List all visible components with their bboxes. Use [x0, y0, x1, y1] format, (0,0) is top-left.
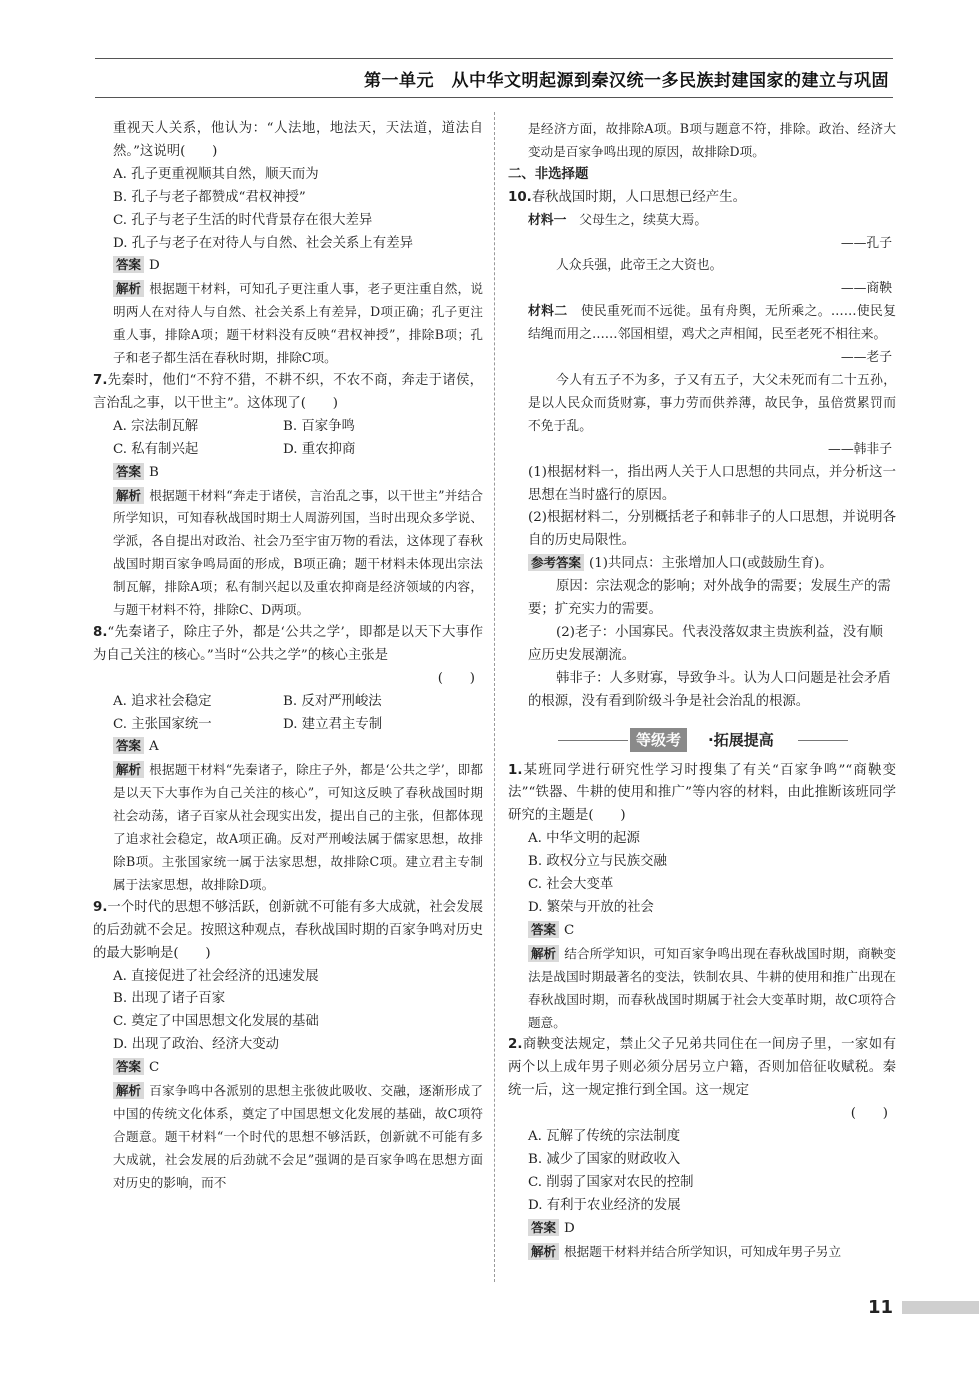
q7-options-row2 [93, 439, 483, 462]
q8-answer-blank: ( ) [437, 670, 475, 686]
q9-analysis: 解析 百家争鸣中各派别的思想主张彼此吸收、交融，逐渐形成了中国的传统文化体系，奠定了中国思想文化发展的基础，故C项符合题意。题干材料“一个时代的思想不够活跃，创新就不可能有多大成就，社会发展的后劲就不会足”强调的是百家争鸣在思想方面对历史的影响，而不 [113, 1083, 483, 1190]
question-10 [508, 187, 896, 714]
page-number: 11 [868, 1297, 894, 1318]
q9-option-b: B. 出现了诸子百家 [113, 991, 226, 1007]
unit-title: 第一单元 从中华文明起源到秦汉统一多民族封建国家的建立与巩固 [364, 71, 889, 91]
q10-stem: 10.春秋战国时期，人口思想已经产生。 [508, 189, 746, 205]
q10-reference-answer-1: 参考答案 (1)共同点：主张增加人口(或鼓励生育)。 [508, 553, 896, 576]
q10-material-1-source-1: ——孔子 [840, 235, 892, 251]
q10-material-2-source-2: ——韩非子 [828, 441, 892, 457]
q10-material-1-text-2: 人众兵强，此帝王之大资也。 [556, 258, 723, 274]
e2-stem: 2.商鞅变法规定，禁止父子兄弟共同住在一间房子里，一家如有两个以上成年男子则必须分居另立户籍，否则加倍征收赋税。秦统一后，这一规定推行到全国。这一规定 [508, 1037, 896, 1099]
analysis-tag: 解析 [528, 1243, 559, 1260]
e1-option-a: A. 中华文明的起源 [528, 831, 640, 847]
q8-answer: 答案 A [93, 736, 483, 759]
answer-tag: 答案 [113, 256, 144, 273]
answer-tag: 答案 [528, 921, 559, 938]
q8-stem: 8.“先秦诸子，除庄子外，都是‘公共之学’，即都是以天下大事作为自己关注的核心。”当时“公共之学”的核心主张是 [93, 624, 483, 663]
e2-answer: 答案 D [508, 1218, 896, 1241]
answer-tag: 答案 [113, 463, 144, 480]
page-header [95, 58, 893, 98]
q9-answer: 答案 C [93, 1057, 483, 1080]
q7-options-row1 [93, 416, 483, 439]
e1-analysis: 解析 结合所学知识，可知百家争鸣出现在春秋战国时期，商鞅变法是战国时期最著名的变法，铁制农具、牛耕的使用和推广出现在春秋战国时期，而春秋战国时期属于社会大变革时期，故C项符合题意。 [528, 945, 896, 1030]
banner-level-label: 等级考 [630, 728, 687, 752]
q10-reference-answer-3: (2)老子：小国寡民。代表没落奴隶主贵族利益，没有顺应历史发展潮流。 [528, 624, 883, 663]
answer-tag: 答案 [113, 737, 144, 754]
question-6-continued [93, 118, 483, 370]
section-heading-non-choice: 二、非选择题 [508, 166, 589, 182]
q7-answer: 答案 B [93, 462, 483, 485]
q6-option-c: C. 孔子与老子生活的时代背景存在很大差异 [113, 212, 373, 228]
q7-option-a: A. 宗法制瓦解 [113, 418, 199, 434]
q10-subquestion-1: (1)根据材料一，指出两人关于人口思想的共同点，并分析这一思想在当时盛行的原因。 [528, 464, 896, 503]
banner-line-left [558, 740, 628, 741]
q8-option-b: B. 反对严刑峻法 [283, 693, 382, 709]
answer-tag: 答案 [528, 1219, 559, 1236]
q7-analysis: 解析 根据题干材料“奔走于诸侯，言治乱之事，以干世主”并结合所学知识，可知春秋战国时期士人周游列国，当时出现众多学说、学派，各自提出对政治、社会乃至宇宙万物的看法，这体现了春秋战国时期百家争鸣局面的形成，B项正确；题干材料未体现出宗法制瓦解，排除A项；私有制兴起以及重农抑商是经济领域的内容，与题干材料不符，排除C、D两项。 [113, 487, 483, 618]
q10-material-2-source-1: ——老子 [840, 350, 892, 366]
q9-option-a: A. 直接促进了社会经济的迅速发展 [113, 968, 319, 984]
page-number-bar [902, 1301, 979, 1314]
right-column [508, 118, 896, 1264]
question-8 [93, 622, 483, 897]
extension-question-2 [508, 1034, 896, 1263]
q6-stem: 重视天人关系，他认为：“人法地，地法天，天法道，道法自然。”这说明( ) [113, 121, 483, 159]
q9-stem: 9.一个时代的思想不够活跃，创新就不可能有多大成就，社会发展的后劲就不会足。按照这种观点，春秋战国时期的百家争鸣对历史的最大影响是( ) [93, 899, 483, 961]
section-banner-extension [508, 726, 896, 754]
q9-option-d: D. 出现了政治、经济大变动 [113, 1037, 280, 1053]
question-9 [93, 897, 483, 1195]
analysis-tag: 解析 [528, 945, 559, 962]
q10-reference-answer-2: 原因：宗法观念的影响；对外战争的需要；发展生产的需要；扩充实力的需要。 [528, 579, 891, 618]
column-divider [494, 112, 495, 1282]
q6-analysis: 解析 根据题干材料，可知孔子更注重人事，老子更注重自然，说明两人在对待人与自然、社会关系上有差异，D项正确；孔子更注重人事，排除A项；题干材料没有反映“君权神授”，排除B项；孔子和老子都生活在春秋时期，排除C项。 [113, 281, 483, 366]
analysis-tag: 解析 [113, 1082, 144, 1099]
analysis-tag: 解析 [113, 487, 144, 504]
q8-options-row2 [93, 714, 483, 737]
q10-material-2: 材料二 使民重死而不远徙。虽有舟舆，无所乘之。……使民复结绳而用之……邻国相望，鸡犬之声相闻，民至老死不相往来。 [528, 304, 897, 343]
reference-answer-tag: 参考答案 [528, 554, 584, 571]
q10-material-1-source-2: ——商鞅 [840, 281, 892, 297]
e2-option-a: A. 瓦解了传统的宗法制度 [528, 1129, 681, 1145]
e2-answer-blank: ( ) [850, 1106, 888, 1122]
e1-answer: 答案 C [508, 920, 896, 943]
q8-option-d: D. 建立君主专制 [283, 716, 383, 732]
q8-option-c: C. 主张国家统一 [113, 716, 212, 732]
e1-stem: 1.某班同学进行研究性学习时搜集了有关“百家争鸣”“商鞅变法”“铁器、牛耕的使用和推广”等内容的材料，由此推断该班同学研究的主题是( ) [508, 762, 896, 824]
q7-option-c: C. 私有制兴起 [113, 441, 199, 457]
q6-option-a: A. 孔子更重视顺其自然，顺天而为 [113, 166, 319, 182]
answer-tag: 答案 [113, 1058, 144, 1075]
analysis-tag: 解析 [113, 761, 144, 778]
q10-material-1: 材料一 父母生之，续莫大焉。 [528, 212, 708, 228]
q7-stem: 7.先秦时，他们“不狩不猎，不耕不织，不农不商，奔走于诸侯，言治乱之事，以干世主”。这体现了( ) [93, 372, 483, 411]
q6-option-d: D. 孔子与老子在对待人与自然、社会关系上有差异 [113, 235, 413, 251]
e1-option-c: C. 社会大变革 [528, 877, 614, 893]
extension-question-1 [508, 760, 896, 1035]
question-7 [93, 370, 483, 622]
e2-option-d: D. 有利于农业经济的发展 [528, 1197, 681, 1213]
banner-extension-label: ·拓展提高 [708, 730, 774, 749]
q8-analysis: 解析 根据题干材料“先秦诸子，除庄子外，都是‘公共之学’，即都是以天下大事作为自己关注的核心”，可知这反映了春秋战国时期社会动荡，诸子百家从社会现实出发，提出自己的主张，但都体现了追求社会稳定，故A项正确。反对严刑峻法属于儒家思想，故排除B项。主张国家统一属于法家思想，故排除C项。建立君主专制属于法家思想，故排除D项。 [113, 762, 483, 892]
analysis-tag: 解析 [113, 280, 144, 297]
q6-option-b: B. 孔子与老子都赞成“君权神授” [113, 189, 306, 205]
q8-options-row1 [93, 691, 483, 714]
q8-option-a: A. 追求社会稳定 [113, 693, 212, 709]
e1-option-d: D. 繁荣与开放的社会 [528, 900, 654, 915]
q10-material-2-text-2: 今人有五子不为多，子又有五子，大父未死而有二十五孙，是以人民众而货财寡，事力劳而供养薄，故民争，虽倍赏累罚而不免于乱。 [528, 372, 896, 434]
e1-option-b: B. 政权分立与民族交融 [528, 854, 667, 870]
q10-subquestion-2: (2)根据材料二，分别概括老子和韩非子的人口思想，并说明各自的历史局限性。 [528, 510, 896, 549]
q6-answer: 答案 D [93, 255, 483, 278]
e2-option-c: C. 削弱了国家对农民的控制 [528, 1174, 694, 1190]
q9-option-c: C. 奠定了中国思想文化发展的基础 [113, 1014, 319, 1030]
q10-reference-answer-4: 韩非子：人多财寡，导致争斗。认为人口问题是社会矛盾的根源，没有看到阶级斗争是社会治乱的根源。 [528, 670, 891, 709]
left-column [93, 118, 483, 1195]
q9-analysis-continued: 是经济方面，故排除A项。B项与题意不符，排除。政治、经济大变动是百家争鸣出现的原因，故排除D项。 [528, 121, 896, 159]
q7-option-b: B. 百家争鸣 [283, 418, 355, 434]
e2-option-b: B. 减少了国家的财政收入 [528, 1151, 681, 1167]
e2-analysis: 解析 根据题干材料并结合所学知识，可知成年男子另立 [508, 1241, 896, 1264]
q7-option-d: D. 重农抑商 [283, 441, 356, 457]
banner-line-right [798, 740, 848, 741]
